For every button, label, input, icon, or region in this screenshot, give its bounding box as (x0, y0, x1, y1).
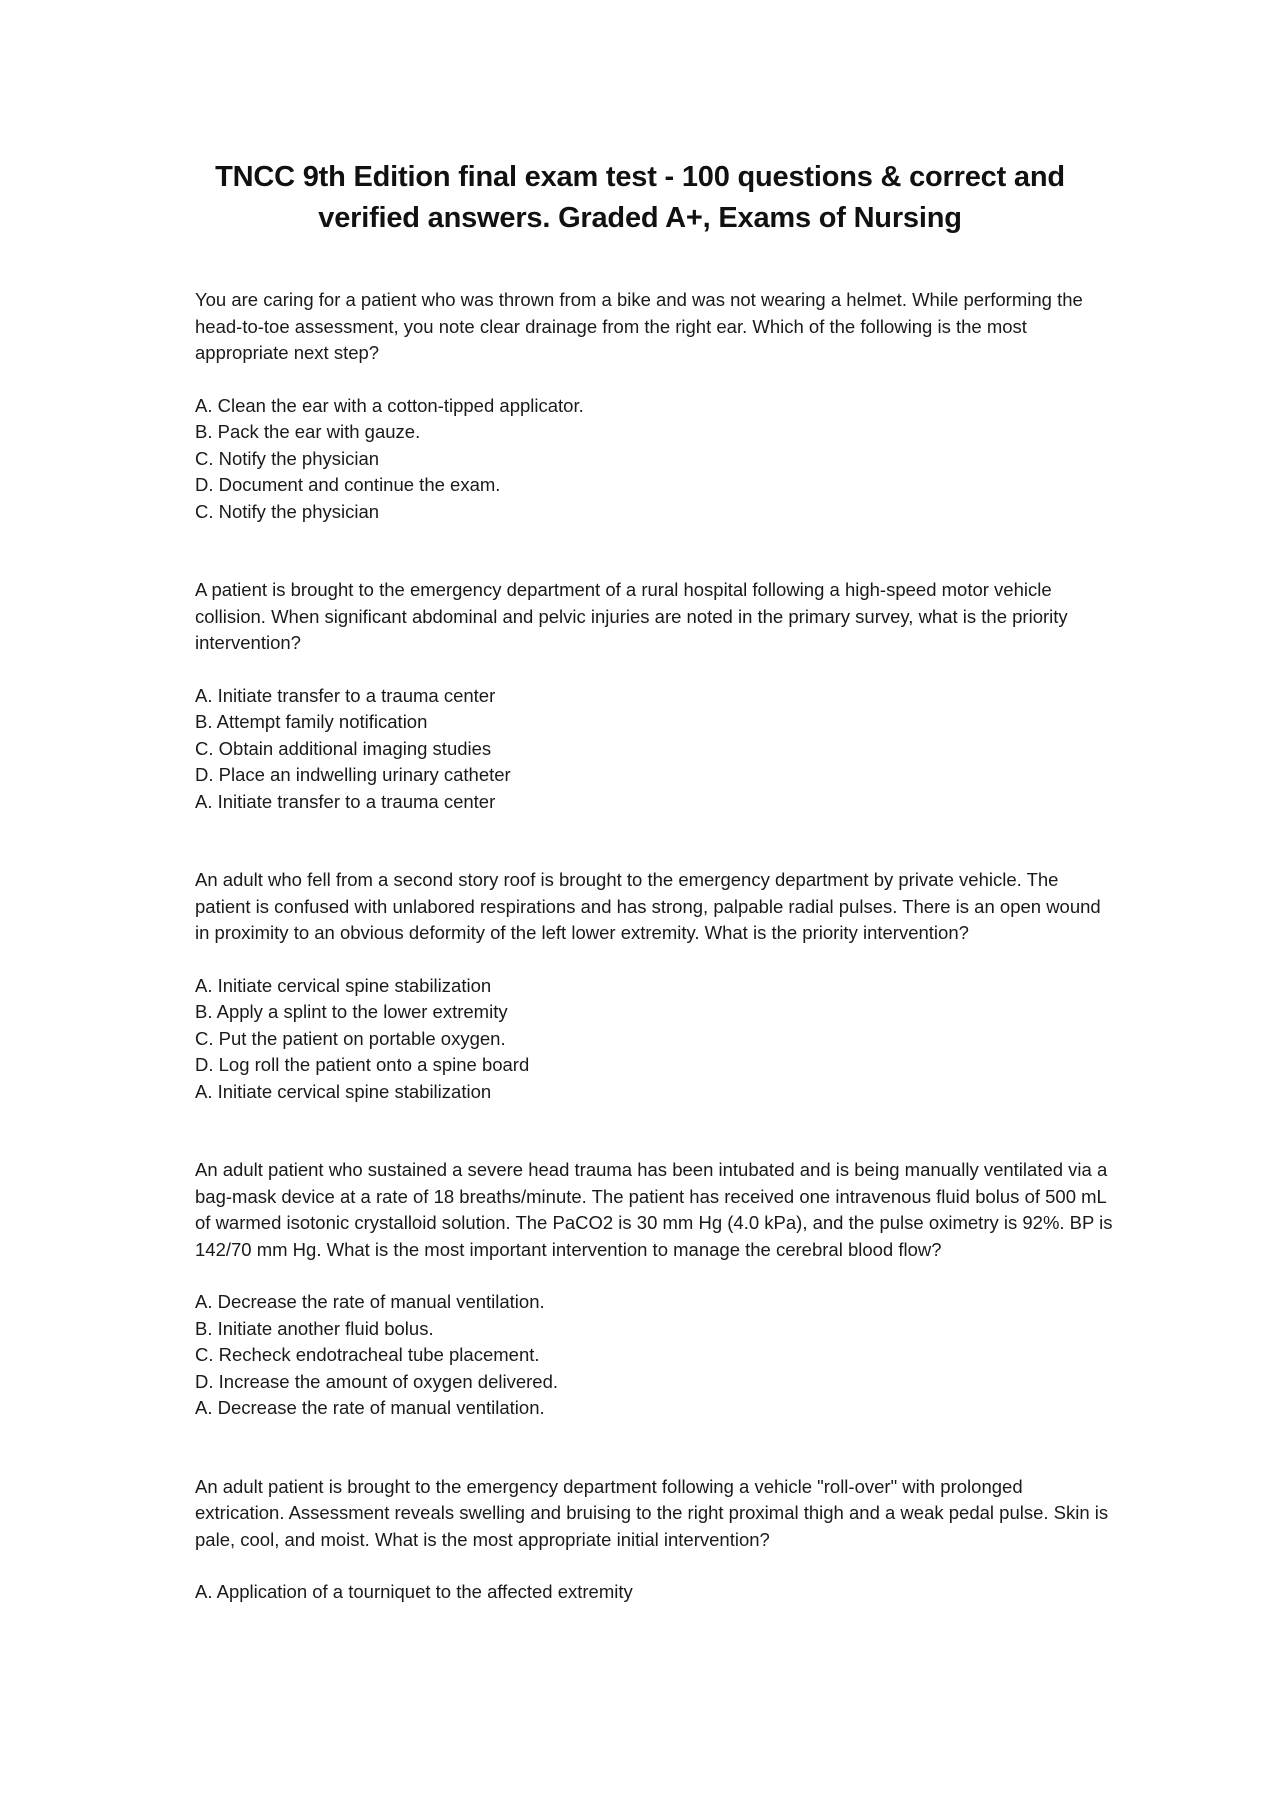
answer-option: D. Increase the amount of oxygen delivered. (195, 1370, 559, 1392)
answer-option: D. Place an indwelling urinary catheter (195, 764, 511, 785)
spacer (195, 525, 1115, 577)
correct-answer: A. Decrease the rate of manual ventilation. (195, 1397, 545, 1418)
correct-answer: A. Initiate cervical spine stabilization (195, 1080, 492, 1102)
question-list (195, 287, 1115, 1606)
spacer (195, 1105, 1115, 1157)
answer-option: D. Document and continue the exam. (195, 474, 501, 495)
answer-option: A. Initiate transfer to a trauma center (195, 684, 496, 706)
answer-option: B. Attempt family notification (195, 711, 428, 732)
question-text: You are caring for a patient who was thrown from a bike and was not wearing a helmet. While performing the head-to-toe assessment, you note clear drainage from the right ear. Which of the following is the most appropriate next step? (195, 289, 1083, 363)
answer-options (195, 1579, 1115, 1606)
question-text: An adult patient who sustained a severe head trauma has been intubated and is being manually ventilated via a bag-mask device at a rate of 18 breaths/minute. The patient has received one intravenous fluid bolus of 500 mL of warmed isotonic crystalloid solution. The PaCO2 is 30 mm Hg (4.0 kPa), and the pulse oximetry is 92%. BP is 142/70 mm Hg. What is the most important intervention to manage the cerebral blood flow? (195, 1159, 1113, 1260)
answer-options (195, 683, 1115, 816)
question-block-5 (195, 1474, 1115, 1606)
answer-option: A. Application of a tourniquet to the affected extremity (195, 1581, 633, 1602)
answer-option: A. Initiate cervical spine stabilization (195, 974, 492, 996)
document-title (150, 157, 1130, 239)
answer-option: D. Log roll the patient onto a spine board (195, 1054, 530, 1075)
question-block-2 (195, 577, 1115, 815)
answer-option: B. Initiate another fluid bolus. (195, 1317, 434, 1339)
spacer (195, 1422, 1115, 1474)
answer-options (195, 1289, 1115, 1422)
answer-options (195, 393, 1115, 526)
answer-option: B. Pack the ear with gauze. (195, 421, 421, 442)
answer-option: C. Obtain additional imaging studies (195, 737, 492, 759)
correct-answer: C. Notify the physician (195, 500, 380, 522)
answer-option: C. Recheck endotracheal tube placement. (195, 1344, 540, 1365)
answer-options (195, 973, 1115, 1106)
question-text: An adult who fell from a second story roof is brought to the emergency department by private vehicle. The patient is confused with unlabored respirations and has strong, palpable radial pulses. There is an open wound in proximity to an obvious deformity of the left lower extremity. What is the priority intervention? (195, 869, 1101, 943)
answer-option: A. Decrease the rate of manual ventilation. (195, 1291, 545, 1312)
question-text: A patient is brought to the emergency department of a rural hospital following a high-speed motor vehicle collision. When significant abdominal and pelvic injuries are noted in the primary survey, what is the priority intervention? (195, 579, 1068, 653)
answer-option: A. Clean the ear with a cotton-tipped applicator. (195, 394, 584, 416)
answer-option: C. Notify the physician (195, 447, 380, 469)
question-text: An adult patient is brought to the emergency department following a vehicle "roll-over" with prolonged extrication. Assessment reveals swelling and bruising to the right proximal thigh and a weak pedal pulse. Skin is pale, cool, and moist. What is the most appropriate initial intervention? (195, 1475, 1109, 1550)
question-block-1 (195, 287, 1115, 525)
correct-answer: A. Initiate transfer to a trauma center (195, 790, 496, 812)
spacer (195, 815, 1115, 867)
title-line-2: verified answers. Graded A+, Exams of Nursing (318, 202, 962, 234)
title-line-1: TNCC 9th Edition final exam test - 100 questions & correct and (215, 161, 1065, 193)
answer-option: C. Put the patient on portable oxygen. (195, 1027, 506, 1049)
question-block-4 (195, 1157, 1115, 1422)
question-block-3 (195, 867, 1115, 1105)
answer-option: B. Apply a splint to the lower extremity (195, 1001, 508, 1022)
